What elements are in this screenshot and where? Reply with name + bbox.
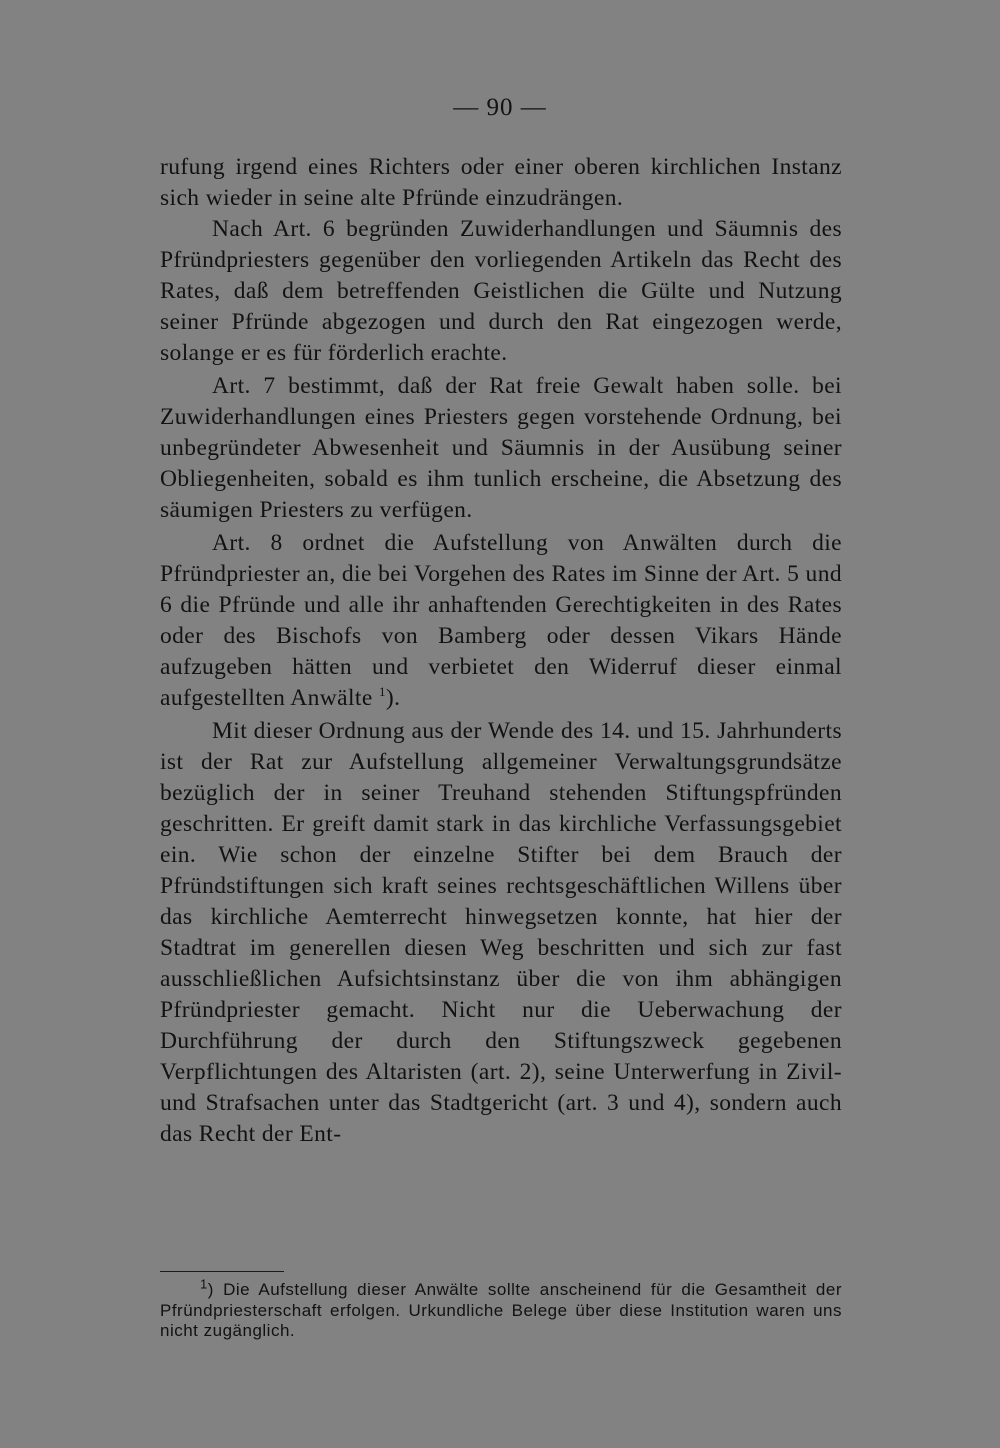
main-text bbox=[160, 152, 842, 1150]
footnote-marker: 1 bbox=[200, 1276, 208, 1292]
footnote-reference: 1 bbox=[378, 684, 386, 700]
paragraph-art-6: Nach Art. 6 begründen Zuwiderhandlungen und Säumnis des Pfründpriesters gegenüber den vorliegenden Artikeln das Recht des Rates, daß dem betreffenden Geistlichen die Gülte und Nutzung seiner Pfründe abgezogen und durch den Rat eingezogen werde, solange er es für förderlich erachte. bbox=[160, 216, 842, 366]
paragraph-ordnung: Mit dieser Ordnung aus der Wende des 14. und 15. Jahrhunderts ist der Rat zur Aufstellung allgemeiner Verwaltungsgrundsätze bezüglich der in seiner Treuhand stehenden Stiftungspfründen geschritten. Er greift damit stark in das kirchliche Verfassungsgebiet ein. Wie schon der einzelne Stifter bei dem Brauch der Pfründstiftungen sich kraft seines rechtsgeschäftlichen Willens über das kirchliche Aemterrecht hinwegsetzen konnte, hat hier der Stadtrat im generellen diesen Weg beschritten und sich zur fast ausschließlichen Aufsichtsinstanz über die von ihm abhängigen Pfründpriester gemacht. Nicht nur die Ueberwachung der Durchführung der durch den Stiftungszweck gegebenen Verpflichtungen des Altaristen (art. 2), seine Unterwerfung in Zivil- und Strafsachen unter das Stadtgericht (art. 3 und 4), sondern auch das Recht der Ent- bbox=[160, 718, 842, 1147]
page-number: — 90 — bbox=[453, 94, 547, 121]
paragraph-art-8-text: Art. 8 ordnet die Aufstellung von Anwälten durch die Pfründpriester an, die bei Vorgehen des Rates im Sinne der Art. 5 und 6 die Pfründe und alle ihr anhaftenden Gerechtigkeiten in des Rates oder des Bischofs von Bamberg oder dessen Vikars Hände aufzugeben hätten und verbietet den Widerruf dieser einmal aufgestellten Anwälte bbox=[160, 530, 842, 711]
footnote bbox=[160, 1276, 842, 1342]
paragraph-art-7: Art. 7 bestimmt, daß der Rat freie Gewalt haben solle. bei Zuwiderhandlungen eines Priesters gegen vorstehende Ordnung, bei unbegründeter Abwesenheit und Säumnis in der Ausübung seiner Obliegenheiten, sobald es ihm tunlich erscheine, die Absetzung des säumigen Priesters zu verfügen. bbox=[160, 373, 842, 523]
paragraph-art-8 bbox=[160, 528, 842, 714]
footnote-text: Die Aufstellung dieser Anwälte sollte anscheinend für die Gesamtheit der Pfründpriesterschaft erfolgen. Urkundliche Belege über diese Institution waren uns nicht zugänglich. bbox=[160, 1280, 842, 1340]
footnote-divider bbox=[160, 1271, 284, 1272]
footnote-reference-close: ). bbox=[385, 685, 401, 711]
paragraph-continuation: rufung irgend eines Richters oder einer oberen kirchlichen Instanz sich wieder in seine alte Pfründe einzudrängen. bbox=[160, 154, 842, 211]
footnote-marker-close: ) bbox=[207, 1280, 214, 1299]
